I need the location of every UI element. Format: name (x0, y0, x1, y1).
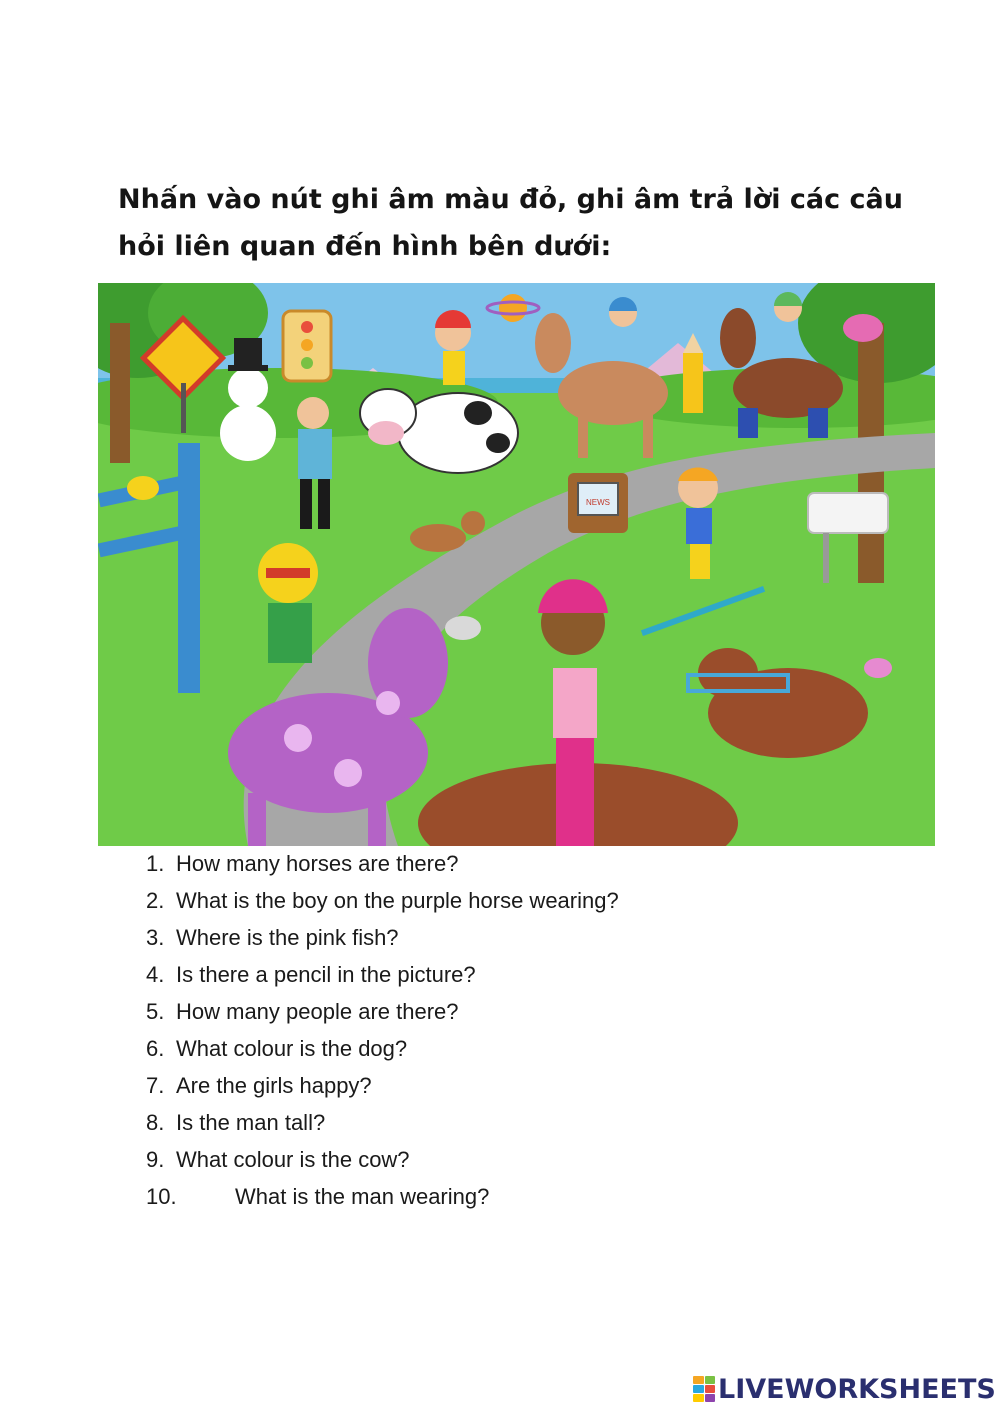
park-scene-illustration (98, 283, 935, 846)
instruction-line-1: Nhấn vào nút ghi âm màu đỏ, ghi âm trả lời các câu (118, 184, 903, 215)
mark-block (693, 1376, 704, 1384)
question-item (146, 956, 619, 993)
mark-block (705, 1394, 716, 1402)
question-text: How many people are there? (176, 999, 459, 1024)
question-number: 4. (146, 962, 165, 987)
question-text: What colour is the dog? (176, 1036, 408, 1061)
instruction-line-2: hỏi liên quan đến hình bên dưới: (118, 231, 612, 262)
question-item (146, 845, 619, 882)
question-item (146, 1141, 619, 1178)
question-text: Where is the pink fish? (176, 925, 399, 950)
question-number: 6. (146, 1036, 165, 1061)
question-item (146, 1178, 619, 1215)
question-number: 3. (146, 925, 165, 950)
question-item (146, 993, 619, 1030)
question-text: Is the man tall? (176, 1110, 326, 1135)
question-number: 7. (146, 1073, 165, 1098)
question-text: Is there a pencil in the picture? (176, 962, 476, 987)
question-number: 2. (146, 888, 165, 913)
question-text: What colour is the cow? (176, 1147, 410, 1172)
question-item (146, 919, 619, 956)
question-number: 5. (146, 999, 165, 1024)
instruction-heading (118, 176, 903, 270)
question-text: Are the girls happy? (176, 1073, 372, 1098)
brand-name: LIVEWORKSHEETS (718, 1373, 996, 1405)
question-text: How many horses are there? (176, 851, 459, 876)
question-number: 8. (146, 1110, 165, 1135)
mark-block (705, 1376, 716, 1384)
question-item (146, 1067, 619, 1104)
question-text: What is the boy on the purple horse wearing? (176, 888, 619, 913)
mark-block (693, 1385, 704, 1393)
news-sign-label: NEWS (586, 498, 610, 507)
question-item (146, 1030, 619, 1067)
mark-block (705, 1385, 716, 1393)
question-number: 10. (146, 1184, 177, 1209)
question-list (146, 845, 619, 1215)
question-item (146, 1104, 619, 1141)
question-number: 9. (146, 1147, 165, 1172)
question-item (146, 882, 619, 919)
question-number: 1. (146, 851, 165, 876)
liveworksheets-mark-icon (693, 1376, 715, 1402)
liveworksheets-logo (693, 1372, 996, 1406)
question-text: What is the man wearing? (235, 1184, 490, 1209)
mark-block (693, 1394, 704, 1402)
